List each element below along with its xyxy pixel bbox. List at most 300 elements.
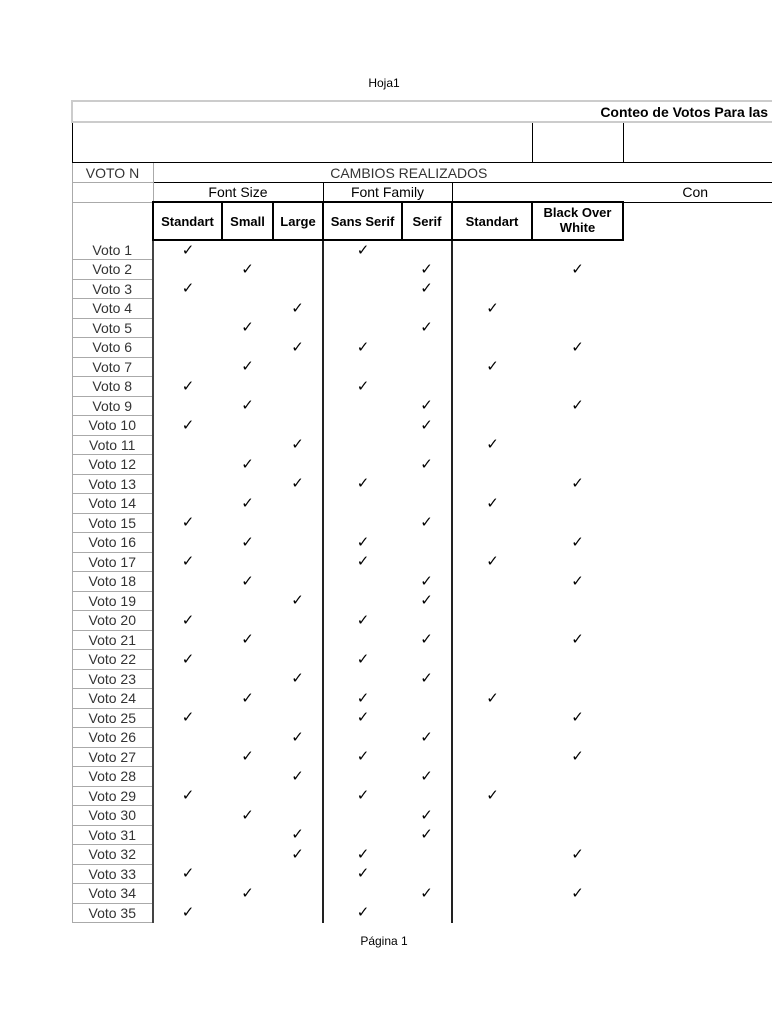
vote-label: Voto 6 [72, 338, 153, 358]
table-row [72, 611, 772, 631]
vote-cell [323, 708, 402, 728]
vote-cell [452, 279, 532, 299]
vote-cell [153, 786, 222, 806]
vote-cell [402, 786, 452, 806]
vote-label: Voto 4 [72, 299, 153, 319]
vote-cell [222, 513, 273, 533]
vote-cell [532, 377, 623, 397]
check-mark-icon: ✓ [571, 748, 584, 766]
table-row [72, 533, 772, 553]
vote-label: Voto 22 [72, 650, 153, 670]
table-row [72, 377, 772, 397]
check-mark-icon: ✓ [356, 553, 370, 571]
vote-label: Voto 3 [72, 279, 153, 299]
vote-cell [402, 825, 452, 845]
vote-cell [532, 650, 623, 670]
table-title: Conteo de Votos Para las [600, 103, 769, 120]
vote-cell [452, 884, 532, 904]
vote-cell [273, 728, 323, 748]
vote-cell [222, 260, 273, 280]
vote-label: Voto 17 [72, 552, 153, 572]
check-mark-icon: ✓ [356, 533, 370, 551]
table-row [72, 630, 772, 650]
vote-cell [323, 279, 402, 299]
table-row [72, 455, 772, 475]
vote-label: Voto 10 [72, 416, 153, 436]
vote-cell [153, 903, 222, 923]
vote-cell [222, 299, 273, 319]
vote-cell [273, 260, 323, 280]
vote-cell [222, 864, 273, 884]
check-mark-icon: ✓ [571, 845, 584, 863]
vote-cell [452, 474, 532, 494]
check-mark-icon: ✓ [291, 338, 304, 356]
vote-cell [532, 786, 623, 806]
check-mark-icon: ✓ [420, 826, 433, 844]
vote-cell [452, 825, 532, 845]
check-mark-icon: ✓ [181, 650, 195, 668]
check-mark-icon: ✓ [420, 592, 433, 610]
table-row [72, 494, 772, 514]
vote-cell [532, 825, 623, 845]
check-mark-icon: ✓ [420, 728, 433, 746]
vote-cell [323, 260, 402, 280]
vote-cell [623, 455, 772, 475]
vote-cell [273, 650, 323, 670]
vote-cell [402, 338, 452, 358]
vote-cell [623, 240, 772, 260]
vote-cell [222, 338, 273, 358]
vote-cell [222, 455, 273, 475]
table-row [72, 864, 772, 884]
vote-cell [222, 728, 273, 748]
check-mark-icon: ✓ [241, 533, 254, 551]
check-mark-icon: ✓ [291, 592, 304, 610]
vote-cell [222, 825, 273, 845]
check-mark-icon: ✓ [241, 397, 254, 415]
vote-cell [623, 591, 772, 611]
table-row [72, 279, 772, 299]
vote-cell [273, 474, 323, 494]
vote-cell [222, 396, 273, 416]
vote-cell [452, 260, 532, 280]
vote-cell [452, 903, 532, 923]
vote-cell [273, 494, 323, 514]
vote-cell [452, 591, 532, 611]
vote-cell [623, 396, 772, 416]
check-mark-icon: ✓ [571, 884, 584, 902]
vote-cell [323, 884, 402, 904]
vote-cell [273, 786, 323, 806]
table-row [72, 299, 772, 319]
vote-cell [273, 806, 323, 826]
vote-cell [273, 611, 323, 631]
check-mark-icon: ✓ [241, 319, 254, 337]
check-mark-icon: ✓ [181, 865, 195, 883]
vote-label: Voto 5 [72, 318, 153, 338]
vote-cell [402, 474, 452, 494]
vote-cell [452, 864, 532, 884]
table-row [72, 747, 772, 767]
vote-cell [273, 416, 323, 436]
vote-cell [623, 513, 772, 533]
vote-cell [323, 650, 402, 670]
check-mark-icon: ✓ [486, 494, 499, 512]
vote-cell [623, 708, 772, 728]
vote-label: Voto 12 [72, 455, 153, 475]
vote-cell [402, 552, 452, 572]
vote-cell [222, 240, 273, 260]
vote-cell [153, 299, 222, 319]
vote-cell [402, 611, 452, 631]
vote-cell [402, 416, 452, 436]
vote-cell [273, 903, 323, 923]
table-row [72, 318, 772, 338]
vote-cell [273, 552, 323, 572]
vote-cell [273, 747, 323, 767]
vote-cell [623, 903, 772, 923]
vote-label: Voto 1 [72, 240, 153, 260]
vote-label: Voto 33 [72, 864, 153, 884]
vote-cell [452, 396, 532, 416]
vote-cell [532, 903, 623, 923]
vote-cell [402, 396, 452, 416]
check-mark-icon: ✓ [181, 280, 195, 298]
check-mark-icon: ✓ [571, 338, 584, 356]
blank-cell [532, 122, 623, 163]
group-contrast: Con [452, 183, 772, 203]
vote-label: Voto 23 [72, 669, 153, 689]
vote-cell [402, 572, 452, 592]
vote-cell [323, 494, 402, 514]
vote-cell [222, 884, 273, 904]
vote-cell [273, 513, 323, 533]
vote-label: Voto 35 [72, 903, 153, 923]
vote-cell [623, 318, 772, 338]
vote-cell [402, 708, 452, 728]
vote-cell [532, 884, 623, 904]
table-row [72, 396, 772, 416]
check-mark-icon: ✓ [181, 241, 195, 259]
vote-cell [623, 728, 772, 748]
vote-cell [323, 689, 402, 709]
vote-cell [402, 689, 452, 709]
check-mark-icon: ✓ [356, 377, 370, 395]
check-mark-icon: ✓ [420, 514, 433, 532]
vote-cell [323, 357, 402, 377]
vote-cell [222, 767, 273, 787]
vote-cell [323, 377, 402, 397]
vote-cell [452, 240, 532, 260]
vote-cell [222, 689, 273, 709]
check-mark-icon: ✓ [356, 338, 370, 356]
vote-cell [532, 767, 623, 787]
vote-label: Voto 14 [72, 494, 153, 514]
check-mark-icon: ✓ [571, 631, 584, 649]
vote-label: Voto 34 [72, 884, 153, 904]
vote-cell [623, 338, 772, 358]
check-mark-icon: ✓ [356, 748, 370, 766]
table-row [72, 689, 772, 709]
check-mark-icon: ✓ [181, 377, 195, 395]
check-mark-icon: ✓ [291, 826, 304, 844]
vote-cell [452, 377, 532, 397]
vote-cell [532, 669, 623, 689]
check-mark-icon: ✓ [291, 299, 304, 317]
check-mark-icon: ✓ [571, 572, 584, 590]
vote-cell [323, 338, 402, 358]
vote-cell [623, 474, 772, 494]
vote-cell [273, 825, 323, 845]
check-mark-icon: ✓ [291, 767, 304, 785]
blank-row [72, 122, 772, 163]
vote-cell [452, 572, 532, 592]
check-mark-icon: ✓ [356, 475, 370, 493]
vote-cell [452, 630, 532, 650]
vote-cell [402, 903, 452, 923]
check-mark-icon: ✓ [571, 533, 584, 551]
vote-cell [623, 884, 772, 904]
vote-cell [623, 786, 772, 806]
col-serif: Serif [402, 202, 452, 240]
vote-label: Voto 20 [72, 611, 153, 631]
vote-cell [402, 591, 452, 611]
vote-cell [153, 260, 222, 280]
vote-cell [273, 279, 323, 299]
column-header-row [72, 202, 772, 240]
check-mark-icon: ✓ [420, 416, 433, 434]
vote-cell [452, 435, 532, 455]
vote-cell [402, 455, 452, 475]
vote-cell [623, 845, 772, 865]
vote-cell [222, 533, 273, 553]
col-black-over-white [532, 202, 623, 240]
vote-cell [452, 338, 532, 358]
table-row [72, 903, 772, 923]
vote-cell [532, 357, 623, 377]
title-row [72, 101, 772, 122]
vote-cell [402, 669, 452, 689]
table-row [72, 786, 772, 806]
vote-cell [323, 903, 402, 923]
vote-cell [452, 806, 532, 826]
vote-cell [153, 318, 222, 338]
vote-cell [222, 650, 273, 670]
check-mark-icon: ✓ [486, 689, 499, 707]
vote-cell [273, 338, 323, 358]
vote-cell [402, 494, 452, 514]
table-row [72, 435, 772, 455]
vote-cell [623, 669, 772, 689]
col-small: Small [222, 202, 273, 240]
vote-label: Voto 15 [72, 513, 153, 533]
vote-cell [273, 708, 323, 728]
empty-cell [72, 202, 153, 240]
vote-label: Voto 7 [72, 357, 153, 377]
sheet-name: Hoja1 [368, 76, 400, 90]
vote-cell [532, 708, 623, 728]
vote-cell [452, 708, 532, 728]
vote-cell [402, 357, 452, 377]
vote-cell [532, 455, 623, 475]
check-mark-icon: ✓ [356, 865, 370, 883]
vote-cell [532, 806, 623, 826]
table-row [72, 884, 772, 904]
vote-cell [402, 884, 452, 904]
vote-cell [323, 455, 402, 475]
vote-cell [222, 630, 273, 650]
vote-cell [323, 669, 402, 689]
vote-cell [623, 767, 772, 787]
vote-cell [452, 728, 532, 748]
vote-cell [623, 825, 772, 845]
check-mark-icon: ✓ [356, 611, 370, 629]
vote-cell [623, 299, 772, 319]
vote-cell [222, 552, 273, 572]
check-mark-icon: ✓ [356, 241, 370, 259]
check-mark-icon: ✓ [420, 806, 433, 824]
vote-cell [452, 552, 532, 572]
table-row [72, 728, 772, 748]
vote-cell [153, 630, 222, 650]
vote-cell [153, 279, 222, 299]
vote-cell [222, 845, 273, 865]
vote-cell [452, 357, 532, 377]
vote-cell [532, 416, 623, 436]
vote-cell [532, 845, 623, 865]
col-large: Large [273, 202, 323, 240]
vote-cell [153, 377, 222, 397]
vote-cell [323, 533, 402, 553]
check-mark-icon: ✓ [420, 767, 433, 785]
check-mark-icon: ✓ [241, 631, 254, 649]
vote-cell [273, 845, 323, 865]
vote-cell [532, 728, 623, 748]
check-mark-icon: ✓ [241, 358, 254, 376]
vote-cell [222, 357, 273, 377]
vote-label: Voto 25 [72, 708, 153, 728]
check-mark-icon: ✓ [241, 455, 254, 473]
vote-cell [222, 747, 273, 767]
vote-cell [402, 435, 452, 455]
check-mark-icon: ✓ [241, 572, 254, 590]
check-mark-icon: ✓ [420, 455, 433, 473]
vote-cell [153, 825, 222, 845]
vote-cell [623, 747, 772, 767]
vote-cell [623, 377, 772, 397]
table-row [72, 572, 772, 592]
vote-cell [153, 240, 222, 260]
vote-label: Voto 16 [72, 533, 153, 553]
check-mark-icon: ✓ [181, 611, 195, 629]
votes-table [71, 100, 772, 923]
vote-cell [153, 474, 222, 494]
vote-cell [222, 786, 273, 806]
vote-cell [452, 318, 532, 338]
vote-cell [452, 455, 532, 475]
vote-cell [222, 903, 273, 923]
vote-cell [323, 552, 402, 572]
check-mark-icon: ✓ [241, 689, 254, 707]
group-font-family: Font Family [323, 183, 452, 203]
vote-label: Voto 27 [72, 747, 153, 767]
table-row [72, 474, 772, 494]
vote-cell [153, 591, 222, 611]
vote-cell [273, 669, 323, 689]
vote-cell [273, 572, 323, 592]
cambios-row [72, 163, 772, 183]
vote-cell [273, 455, 323, 475]
vote-cell [153, 689, 222, 709]
vote-label: Voto 24 [72, 689, 153, 709]
vote-cell [323, 318, 402, 338]
vote-cell [323, 786, 402, 806]
vote-cell [153, 396, 222, 416]
vote-cell [532, 533, 623, 553]
check-mark-icon: ✓ [356, 650, 370, 668]
vote-cell [273, 435, 323, 455]
group-font-size: Font Size [153, 183, 323, 203]
vote-cell [532, 260, 623, 280]
vote-cell [402, 650, 452, 670]
vote-cell [532, 572, 623, 592]
check-mark-icon: ✓ [291, 475, 304, 493]
vote-cell [623, 357, 772, 377]
vote-cell [222, 611, 273, 631]
check-mark-icon: ✓ [420, 319, 433, 337]
vote-cell [532, 689, 623, 709]
vote-cell [273, 357, 323, 377]
check-mark-icon: ✓ [291, 436, 304, 454]
vote-cell [623, 552, 772, 572]
vote-label: Voto 30 [72, 806, 153, 826]
check-mark-icon: ✓ [181, 553, 195, 571]
table-row [72, 513, 772, 533]
check-mark-icon: ✓ [486, 436, 499, 454]
vote-cell [532, 318, 623, 338]
vote-cell [402, 845, 452, 865]
vote-cell [153, 806, 222, 826]
vote-cell [452, 786, 532, 806]
check-mark-icon: ✓ [241, 806, 254, 824]
col-black-over-white-line2: White [559, 220, 596, 235]
check-mark-icon: ✓ [181, 904, 195, 922]
voto-header: VOTO N [85, 164, 140, 181]
check-mark-icon: ✓ [420, 260, 433, 278]
vote-cell [402, 299, 452, 319]
vote-cell [402, 279, 452, 299]
check-mark-icon: ✓ [420, 884, 433, 902]
check-mark-icon: ✓ [291, 845, 304, 863]
vote-cell [273, 884, 323, 904]
vote-cell [153, 845, 222, 865]
check-mark-icon: ✓ [420, 280, 433, 298]
check-mark-icon: ✓ [241, 748, 254, 766]
vote-cell [532, 279, 623, 299]
vote-cell [402, 513, 452, 533]
vote-cell [222, 494, 273, 514]
vote-cell [402, 747, 452, 767]
vote-cell [153, 728, 222, 748]
vote-cell [222, 416, 273, 436]
table-row [72, 650, 772, 670]
check-mark-icon: ✓ [571, 475, 584, 493]
table-row [72, 338, 772, 358]
vote-cell [623, 416, 772, 436]
empty-cell [623, 202, 772, 240]
vote-cell [222, 474, 273, 494]
vote-cell [532, 611, 623, 631]
